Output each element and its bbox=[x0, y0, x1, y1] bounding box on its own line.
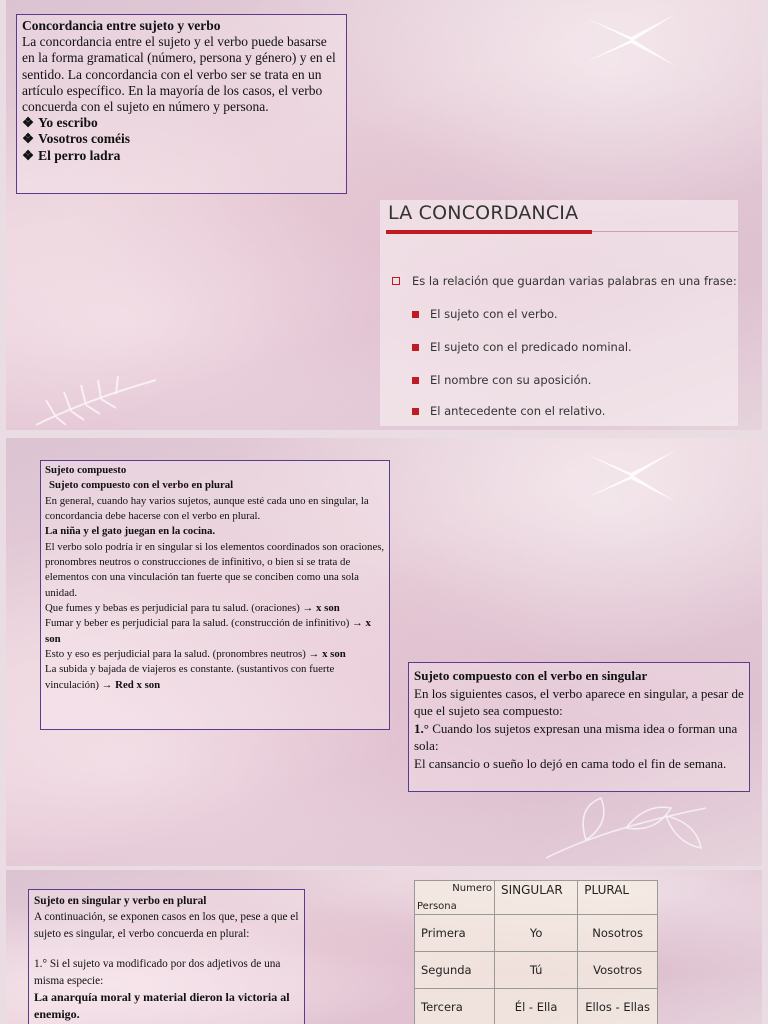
sparkle-icon bbox=[576, 10, 686, 70]
table-cell-persona: Segunda bbox=[415, 952, 495, 989]
concordancia-panel bbox=[380, 200, 738, 426]
red-square-bullet-icon bbox=[412, 344, 419, 351]
example-line bbox=[45, 662, 385, 693]
leaf-icon bbox=[526, 788, 726, 866]
panel-divider bbox=[386, 230, 592, 234]
list-item-text: Yo escribo bbox=[38, 115, 98, 131]
box-heading: Sujeto compuesto bbox=[45, 464, 127, 476]
table-cell-singular: Tú bbox=[495, 952, 578, 989]
panel-item-text: El nombre con su aposición. bbox=[430, 373, 592, 387]
sujeto-compuesto-plural-box bbox=[40, 460, 390, 730]
list-item bbox=[22, 148, 341, 164]
box-heading: Sujeto en singular y verbo en plural bbox=[34, 895, 207, 907]
ordinal-number: 1.° bbox=[414, 720, 429, 736]
table-row bbox=[415, 989, 658, 1024]
box-paragraph: 1.° Si el sujeto va modificado por dos adjetivos de una misma especie: bbox=[34, 958, 281, 987]
diamond-bullet-icon: ❖ bbox=[22, 147, 35, 163]
panel-item bbox=[412, 373, 591, 387]
table-header-row bbox=[415, 881, 658, 915]
diamond-bullet-icon: ❖ bbox=[22, 115, 35, 131]
table-row bbox=[415, 952, 658, 989]
box-paragraph: En general, cuando hay varios sujetos, aunque esté cada uno en singular, la concordancia debe hacerse con el verbo en plural. bbox=[45, 494, 369, 522]
panel-item-text: El sujeto con el verbo. bbox=[430, 307, 558, 321]
example-correction: Red x son bbox=[115, 678, 161, 691]
header-persona: Persona bbox=[417, 901, 457, 912]
table-row bbox=[415, 915, 658, 952]
panel-item bbox=[412, 340, 632, 354]
box-paragraph: El verbo solo podría ir en singular si los elementos coordinados son oraciones, pronombres neutros o construcciones de infinitivo, o bien si se trata de elementos con una vinculación tan fuerte que se conciben como una sola unidad. bbox=[45, 540, 385, 599]
panel-divider-thin bbox=[592, 231, 738, 232]
table-cell-singular: Yo bbox=[495, 915, 578, 952]
pronouns-table bbox=[414, 880, 658, 1024]
panel-item bbox=[412, 404, 605, 418]
example-sentence: La anarquía moral y material dieron la victoria al enemigo. bbox=[34, 989, 290, 1022]
concordancia-definition-box bbox=[16, 14, 347, 194]
sujeto-singular-verbo-plural-box bbox=[28, 889, 305, 1024]
table-cell-singular: Él - Ella bbox=[495, 989, 578, 1024]
slide-sujeto-singular bbox=[6, 870, 762, 1024]
leaf-icon bbox=[26, 370, 166, 430]
example-line bbox=[45, 601, 385, 616]
sparkle-icon bbox=[576, 446, 686, 506]
example-line bbox=[45, 616, 385, 647]
example-text: Que fumes y bebas es perjudicial para tu salud. (oraciones) → bbox=[45, 601, 314, 614]
header-plural: PLURAL bbox=[578, 881, 658, 915]
example-correction: x son bbox=[322, 647, 346, 660]
spacer bbox=[34, 942, 299, 956]
panel-item-text: El antecedente con el relativo. bbox=[430, 404, 606, 418]
table-cell-persona: Primera bbox=[415, 915, 495, 952]
example-text: Esto y eso es perjudicial para la salud. (pronombres neutros) → bbox=[45, 647, 320, 660]
table-cell-plural: Nosotros bbox=[578, 915, 658, 952]
panel-item bbox=[412, 307, 558, 321]
list-item-text: Vosotros coméis bbox=[38, 131, 130, 147]
list-item bbox=[22, 115, 341, 131]
panel-intro bbox=[392, 274, 737, 288]
header-numero: Numero bbox=[452, 883, 492, 894]
diamond-bullet-icon: ❖ bbox=[22, 131, 35, 147]
red-square-bullet-icon bbox=[412, 408, 419, 415]
panel-intro-text: Es la relación que guardan varias palabras en una frase: bbox=[412, 274, 737, 288]
header-singular: SINGULAR bbox=[495, 881, 578, 915]
table-corner-cell bbox=[415, 881, 495, 915]
sujeto-compuesto-singular-box bbox=[408, 662, 750, 792]
box-heading: Sujeto compuesto con el verbo en singular bbox=[414, 668, 648, 683]
red-square-bullet-icon bbox=[412, 311, 419, 318]
hollow-square-bullet-icon bbox=[392, 277, 400, 285]
box-paragraph: En los siguientes casos, el verbo aparece en singular, a pesar de que el sujeto sea compuesto: bbox=[414, 685, 744, 719]
example-correction: x son bbox=[45, 617, 371, 645]
slide-concordancia-intro bbox=[6, 0, 762, 430]
example-sentence: El cansancio o sueño lo dejó en cama todo el fin de semana. bbox=[414, 755, 727, 771]
box-subheading: Sujeto compuesto con el verbo en plural bbox=[49, 479, 234, 492]
slide-sujeto-compuesto bbox=[6, 438, 762, 866]
example-sentence: La niña y el gato juegan en la cocina. bbox=[45, 525, 216, 538]
box-title: Concordancia entre sujeto y verbo bbox=[22, 18, 221, 33]
panel-title: LA CONCORDANCIA bbox=[388, 202, 579, 224]
red-square-bullet-icon bbox=[412, 377, 419, 384]
panel-item-text: El sujeto con el predicado nominal. bbox=[430, 340, 632, 354]
list-item-text: El perro ladra bbox=[38, 147, 121, 163]
example-correction: x son bbox=[316, 601, 340, 614]
table-cell-persona: Tercera bbox=[415, 989, 495, 1024]
list-item bbox=[22, 131, 341, 147]
examples-list bbox=[22, 115, 341, 164]
box-paragraph: La concordancia entre el sujeto y el verbo puede basarse en la forma gramatical (número, persona y género) y en el sentido. La concordancia con el verbo ser se trata en un artículo específico. En la mayoría de los casos, el verbo concuerda con el sujeto en número y persona. bbox=[22, 34, 336, 114]
example-text: Fumar y beber es perjudicial para la salud. (construcción de infinitivo) → bbox=[45, 617, 363, 630]
table-cell-plural: Ellos - Ellas bbox=[578, 989, 658, 1024]
box-paragraph bbox=[414, 720, 744, 755]
box-paragraph-text: Cuando los sujetos expresan una misma idea o forman una sola: bbox=[414, 720, 738, 754]
box-paragraph: A continuación, se exponen casos en los que, pese a que el sujeto es singular, el verbo concuerda en plural: bbox=[34, 911, 299, 940]
example-line bbox=[45, 647, 385, 662]
table-cell-plural: Vosotros bbox=[578, 952, 658, 989]
example-text: La subida y bajada de viajeros es constante. (sustantivos con fuerte vinculación) → bbox=[45, 663, 335, 691]
